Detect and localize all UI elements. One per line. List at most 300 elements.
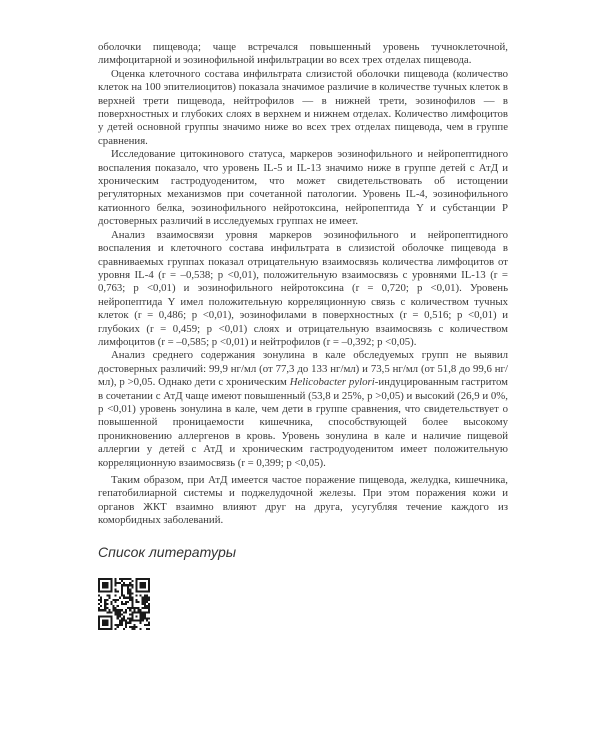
qr-module	[146, 628, 148, 630]
qr-module	[129, 593, 131, 595]
qr-module	[133, 628, 135, 630]
qr-module	[110, 586, 112, 588]
qr-module	[140, 595, 142, 597]
qr-module	[127, 618, 129, 620]
paragraph-zonulin-analysis	[98, 349, 508, 470]
qr-module	[115, 595, 117, 597]
qr-module	[98, 603, 100, 605]
qr-module	[121, 578, 123, 580]
references-heading: Список литературы	[98, 544, 237, 560]
qr-module	[146, 595, 148, 597]
qr-module	[140, 628, 142, 630]
qr-module	[125, 611, 127, 613]
qr-module	[127, 588, 129, 590]
qr-module	[135, 588, 137, 590]
qr-module	[123, 582, 125, 584]
qr-module	[102, 628, 104, 630]
qr-module	[108, 595, 110, 597]
qr-module	[110, 626, 112, 628]
qr-module	[131, 611, 133, 613]
qr-module	[146, 597, 148, 599]
qr-module	[148, 578, 150, 580]
qr-module	[110, 618, 112, 620]
qr-module	[110, 611, 112, 613]
qr-module	[142, 590, 144, 592]
qr-module	[102, 615, 104, 617]
qr-module	[117, 599, 119, 601]
qr-module	[129, 590, 131, 592]
qr-module	[100, 578, 102, 580]
qr-module	[131, 626, 133, 628]
qr-module	[104, 622, 106, 624]
qr-module	[148, 607, 150, 609]
qr-module	[115, 578, 117, 580]
qr-module	[106, 582, 108, 584]
paragraph-text: оболочки пищевода; чаще встречался повышенный уровень тучноклеточной, лимфоцитарной и эозинофильной инфильтрации во всех трех отделах пищевода.	[98, 41, 508, 67]
qr-module	[102, 609, 104, 611]
qr-module	[110, 590, 112, 592]
qr-module	[98, 586, 100, 588]
paragraph-text: Анализ среднего содержания зонулина в кале обследуемых групп не выявил достоверных различий: 99,9 нг/мл (от 77,3 до 133 нг/мл) и 73,5 нг/мл (от 51,8 до 99,6 нг/мл), p >0,05. Однако дети с хроническим	[98, 349, 508, 389]
qr-module	[102, 590, 104, 592]
qr-module	[117, 582, 119, 584]
qr-module	[125, 626, 127, 628]
qr-module	[100, 601, 102, 603]
qr-module	[98, 582, 100, 584]
qr-module	[106, 599, 108, 601]
qr-module	[119, 578, 121, 580]
qr-module	[135, 607, 137, 609]
qr-module	[123, 620, 125, 622]
qr-module	[117, 609, 119, 611]
qr-module	[98, 590, 100, 592]
qr-module	[104, 584, 106, 586]
qr-module	[131, 603, 133, 605]
qr-module	[135, 611, 137, 613]
article-body	[98, 41, 508, 528]
qr-module	[146, 599, 148, 601]
qr-module	[148, 605, 150, 607]
qr-module	[146, 605, 148, 607]
qr-module	[131, 607, 133, 609]
qr-module	[115, 609, 117, 611]
qr-module	[121, 590, 123, 592]
qr-module	[104, 607, 106, 609]
qr-module	[148, 611, 150, 613]
qr-module	[127, 597, 129, 599]
qr-module	[106, 584, 108, 586]
qr-module	[140, 613, 142, 615]
qr-module	[98, 620, 100, 622]
qr-module	[144, 578, 146, 580]
qr-module	[148, 618, 150, 620]
qr-module	[127, 590, 129, 592]
qr-module	[119, 615, 121, 617]
qr-module	[144, 618, 146, 620]
qr-module	[142, 578, 144, 580]
qr-module	[125, 622, 127, 624]
qr-module	[98, 595, 100, 597]
qr-module	[131, 584, 133, 586]
qr-module	[127, 601, 129, 603]
qr-module	[133, 611, 135, 613]
paragraph-text: -индуцированным гастритом в сочетании с АтД чаще имеют повышенный (53,8 и 25%, p >0,05) и высокий (26,9 и 0%, p <0,01) уровень зонулина в кале, чем дети в группе сравнения, что свидетельствует о повышенной проницаемости кишечника, способствующей более высокому проникновению аллергенов в кровь. Уровень зонулина в кале и наличие пищевой аллергии у детей с АтД и хроническим гастродуоденитом имеет положительную корреляционную взаимосвязь (r = 0,399; p <0,05).	[98, 376, 508, 469]
qr-module	[142, 613, 144, 615]
qr-module	[117, 605, 119, 607]
qr-module	[115, 580, 117, 582]
qr-module	[129, 609, 131, 611]
qr-module	[119, 624, 121, 626]
qr-module	[115, 601, 117, 603]
qr-module	[117, 615, 119, 617]
qr-module	[144, 607, 146, 609]
qr-module	[98, 588, 100, 590]
qr-module	[146, 607, 148, 609]
qr-module	[148, 597, 150, 599]
qr-module	[131, 580, 133, 582]
qr-module	[148, 582, 150, 584]
qr-module	[148, 588, 150, 590]
qr-module	[104, 603, 106, 605]
qr-module	[123, 595, 125, 597]
qr-module	[113, 605, 115, 607]
qr-module	[142, 607, 144, 609]
qr-module	[121, 584, 123, 586]
qr-module	[133, 609, 135, 611]
qr-module	[129, 582, 131, 584]
qr-module	[119, 620, 121, 622]
qr-module	[140, 582, 142, 584]
qr-module	[148, 603, 150, 605]
qr-module	[140, 620, 142, 622]
qr-module	[110, 588, 112, 590]
paragraph-esophagus-infiltration	[98, 41, 508, 68]
qr-module	[135, 578, 137, 580]
qr-module	[110, 580, 112, 582]
qr-module	[148, 599, 150, 601]
qr-module	[140, 609, 142, 611]
qr-module	[117, 611, 119, 613]
qr-module	[131, 615, 133, 617]
qr-module	[98, 580, 100, 582]
qr-module	[102, 578, 104, 580]
qr-module	[144, 584, 146, 586]
paragraph-correlation-analysis	[98, 229, 508, 350]
qr-module	[104, 620, 106, 622]
qr-module	[108, 628, 110, 630]
qr-module	[140, 611, 142, 613]
qr-module	[106, 578, 108, 580]
qr-module	[148, 622, 150, 624]
qr-module	[146, 618, 148, 620]
qr-module	[127, 584, 129, 586]
qr-module	[144, 590, 146, 592]
qr-module	[117, 626, 119, 628]
qr-module	[98, 626, 100, 628]
qr-module	[138, 578, 140, 580]
qr-module	[100, 599, 102, 601]
qr-module	[102, 582, 104, 584]
qr-module	[146, 611, 148, 613]
qr-module	[113, 599, 115, 601]
paragraph-cytokine-status	[98, 148, 508, 228]
qr-module	[121, 613, 123, 615]
qr-module	[110, 578, 112, 580]
paragraph-text: Оценка клеточного состава инфильтрата слизистой оболочки пищевода (количество клеток на 100 эпителиоцитов) показала значимое различие в количестве тучных клеток в верхней трети пищевода, нейтрофилов — в нижней трети, эозинофилов — в поверхностных и глубоких слоях в верхнем и нижнем отделах. Количество лимфоцитов у детей основной группы значимо ниже во всех трех отделах пищевода, чем в группе сравнения.	[98, 67, 508, 147]
qr-module	[98, 607, 100, 609]
qr-module	[113, 607, 115, 609]
qr-module	[121, 620, 123, 622]
paragraph-cell-composition	[98, 68, 508, 148]
paragraph-text: Анализ взаимосвязи уровня маркеров эозинофильного и нейропептидного воспаления и клеточного состава инфильтрата в слизистой оболочке пищевода в сравниваемых группах показал отрицательную взаимосвязь количества лимфоцитов от уровня IL-4 (r = –0,538; p <0,01), положительную взаимосвязь с уровнями IL-13 (r = 0,763; p <0,01) и эозинофильного нейротоксина (r = 0,720; p <0,01). Уровень нейропептида Y имел положительную корреляционную связь с количеством тучных клеток (r = 0,486; p <0,01), эозинофилами в поверхностных (r = 0,516; p <0,01) и глубоких (r = 0,459; p <0,01) слоях и отрицательную взаимосвязь с количеством лимфоцитов (r = –0,585; p <0,01) и нейтрофилов (r = –0,392; p <0,05).	[98, 228, 508, 348]
qr-module	[98, 628, 100, 630]
qr-module	[148, 590, 150, 592]
paragraph-conclusion	[98, 474, 508, 528]
qr-module	[144, 611, 146, 613]
qr-module	[125, 603, 127, 605]
qr-module	[142, 611, 144, 613]
qr-module	[148, 624, 150, 626]
qr-module	[117, 590, 119, 592]
qr-module	[131, 613, 133, 615]
qr-module	[121, 595, 123, 597]
qr-module	[142, 620, 144, 622]
qr-module	[144, 599, 146, 601]
qr-module	[115, 613, 117, 615]
qr-module	[119, 609, 121, 611]
qr-module	[133, 626, 135, 628]
qr-module	[100, 628, 102, 630]
qr-module	[106, 586, 108, 588]
qr-module	[102, 624, 104, 626]
qr-module	[119, 611, 121, 613]
qr-module	[135, 615, 137, 617]
qr-module	[98, 618, 100, 620]
qr-module	[117, 613, 119, 615]
bacteria-name: Helicobacter pylori	[289, 376, 375, 389]
qr-module	[123, 597, 125, 599]
qr-module	[125, 584, 127, 586]
qr-module	[140, 618, 142, 620]
qr-module	[121, 580, 123, 582]
qr-module	[121, 593, 123, 595]
qr-module	[142, 597, 144, 599]
qr-module	[138, 590, 140, 592]
qr-module	[121, 586, 123, 588]
qr-module	[104, 609, 106, 611]
qr-module	[110, 620, 112, 622]
qr-module	[108, 597, 110, 599]
qr-module	[125, 597, 127, 599]
qr-module	[131, 601, 133, 603]
qr-module	[138, 611, 140, 613]
qr-module	[125, 578, 127, 580]
qr-module	[135, 601, 137, 603]
qr-module	[142, 601, 144, 603]
qr-module	[144, 613, 146, 615]
qr-module	[135, 582, 137, 584]
qr-module	[102, 622, 104, 624]
qr-module	[102, 620, 104, 622]
qr-module	[148, 584, 150, 586]
qr-module	[146, 578, 148, 580]
qr-module	[142, 586, 144, 588]
qr-module	[115, 599, 117, 601]
qr-module	[142, 599, 144, 601]
qr-module	[100, 597, 102, 599]
qr-module	[123, 578, 125, 580]
qr-module	[104, 582, 106, 584]
qr-module	[135, 584, 137, 586]
qr-module	[131, 586, 133, 588]
qr-module	[144, 582, 146, 584]
qr-module	[119, 613, 121, 615]
qr-module	[138, 620, 140, 622]
qr-module	[129, 599, 131, 601]
qr-module	[129, 618, 131, 620]
qr-module	[144, 624, 146, 626]
qr-module	[106, 611, 108, 613]
qr-module	[131, 628, 133, 630]
qr-module	[106, 603, 108, 605]
qr-module	[146, 601, 148, 603]
qr-module	[117, 618, 119, 620]
qr-module	[146, 620, 148, 622]
qr-module	[127, 622, 129, 624]
qr-module	[131, 593, 133, 595]
qr-module	[129, 578, 131, 580]
qr-module	[104, 586, 106, 588]
qr-module	[129, 613, 131, 615]
qr-module	[131, 597, 133, 599]
qr-module	[123, 628, 125, 630]
qr-module	[121, 618, 123, 620]
qr-module	[140, 584, 142, 586]
qr-module	[135, 595, 137, 597]
qr-module	[108, 578, 110, 580]
qr-module	[138, 609, 140, 611]
qr-module	[144, 586, 146, 588]
qr-module	[131, 605, 133, 607]
qr-module	[144, 601, 146, 603]
qr-module	[123, 615, 125, 617]
qr-module	[102, 586, 104, 588]
qr-module	[135, 586, 137, 588]
qr-module	[140, 578, 142, 580]
qr-module	[104, 628, 106, 630]
qr-module	[133, 620, 135, 622]
qr-module	[106, 615, 108, 617]
qr-module	[102, 584, 104, 586]
qr-module	[115, 628, 117, 630]
qr-module	[144, 595, 146, 597]
qr-module	[104, 624, 106, 626]
qr-module	[123, 603, 125, 605]
qr-module	[119, 622, 121, 624]
qr-module	[138, 601, 140, 603]
qr-module	[121, 609, 123, 611]
qr-module	[100, 605, 102, 607]
qr-module	[108, 590, 110, 592]
qr-module	[131, 620, 133, 622]
qr-module	[131, 599, 133, 601]
qr-module	[125, 601, 127, 603]
qr-module	[119, 597, 121, 599]
qr-module	[113, 609, 115, 611]
qr-module	[104, 615, 106, 617]
qr-module	[106, 620, 108, 622]
qr-module	[121, 622, 123, 624]
qr-module	[148, 586, 150, 588]
qr-module	[129, 584, 131, 586]
qr-module	[125, 620, 127, 622]
qr-module	[140, 590, 142, 592]
qr-module	[104, 599, 106, 601]
qr-module	[146, 624, 148, 626]
qr-module	[100, 609, 102, 611]
qr-module	[140, 615, 142, 617]
qr-module	[110, 624, 112, 626]
qr-code-icon[interactable]	[98, 578, 150, 630]
qr-module	[142, 603, 144, 605]
qr-module	[98, 578, 100, 580]
qr-module	[110, 601, 112, 603]
qr-module	[104, 590, 106, 592]
qr-module	[129, 588, 131, 590]
qr-module	[148, 609, 150, 611]
qr-module	[144, 615, 146, 617]
qr-module	[110, 622, 112, 624]
qr-module	[121, 601, 123, 603]
qr-module	[110, 628, 112, 630]
qr-module	[106, 590, 108, 592]
qr-module	[135, 580, 137, 582]
qr-module	[129, 620, 131, 622]
qr-module	[115, 624, 117, 626]
qr-module	[133, 624, 135, 626]
qr-module	[115, 611, 117, 613]
qr-module	[110, 582, 112, 584]
qr-module	[104, 578, 106, 580]
qr-module	[98, 599, 100, 601]
qr-module	[144, 605, 146, 607]
qr-module	[142, 584, 144, 586]
qr-module	[127, 586, 129, 588]
paragraph-text: Таким образом, при АтД имеется частое поражение пищевода, желудка, кишечника, гепатобилиарной системы и поджелудочной железы. При этом поражения кожи и органов ЖКТ взаимно влияют друг на друга, усугубляя течение каждого из коморбидных заболеваний.	[98, 474, 508, 527]
qr-module	[98, 615, 100, 617]
qr-module	[131, 618, 133, 620]
qr-module	[127, 607, 129, 609]
qr-module	[106, 607, 108, 609]
qr-module	[129, 607, 131, 609]
qr-module	[100, 590, 102, 592]
qr-module	[146, 590, 148, 592]
qr-module	[142, 615, 144, 617]
qr-module	[108, 615, 110, 617]
qr-module	[110, 603, 112, 605]
qr-module	[138, 607, 140, 609]
qr-module	[117, 624, 119, 626]
qr-module	[104, 601, 106, 603]
qr-module	[144, 597, 146, 599]
qr-module	[129, 626, 131, 628]
qr-module	[123, 618, 125, 620]
qr-module	[142, 618, 144, 620]
qr-module	[108, 611, 110, 613]
qr-module	[106, 628, 108, 630]
qr-module	[98, 624, 100, 626]
qr-module	[140, 622, 142, 624]
